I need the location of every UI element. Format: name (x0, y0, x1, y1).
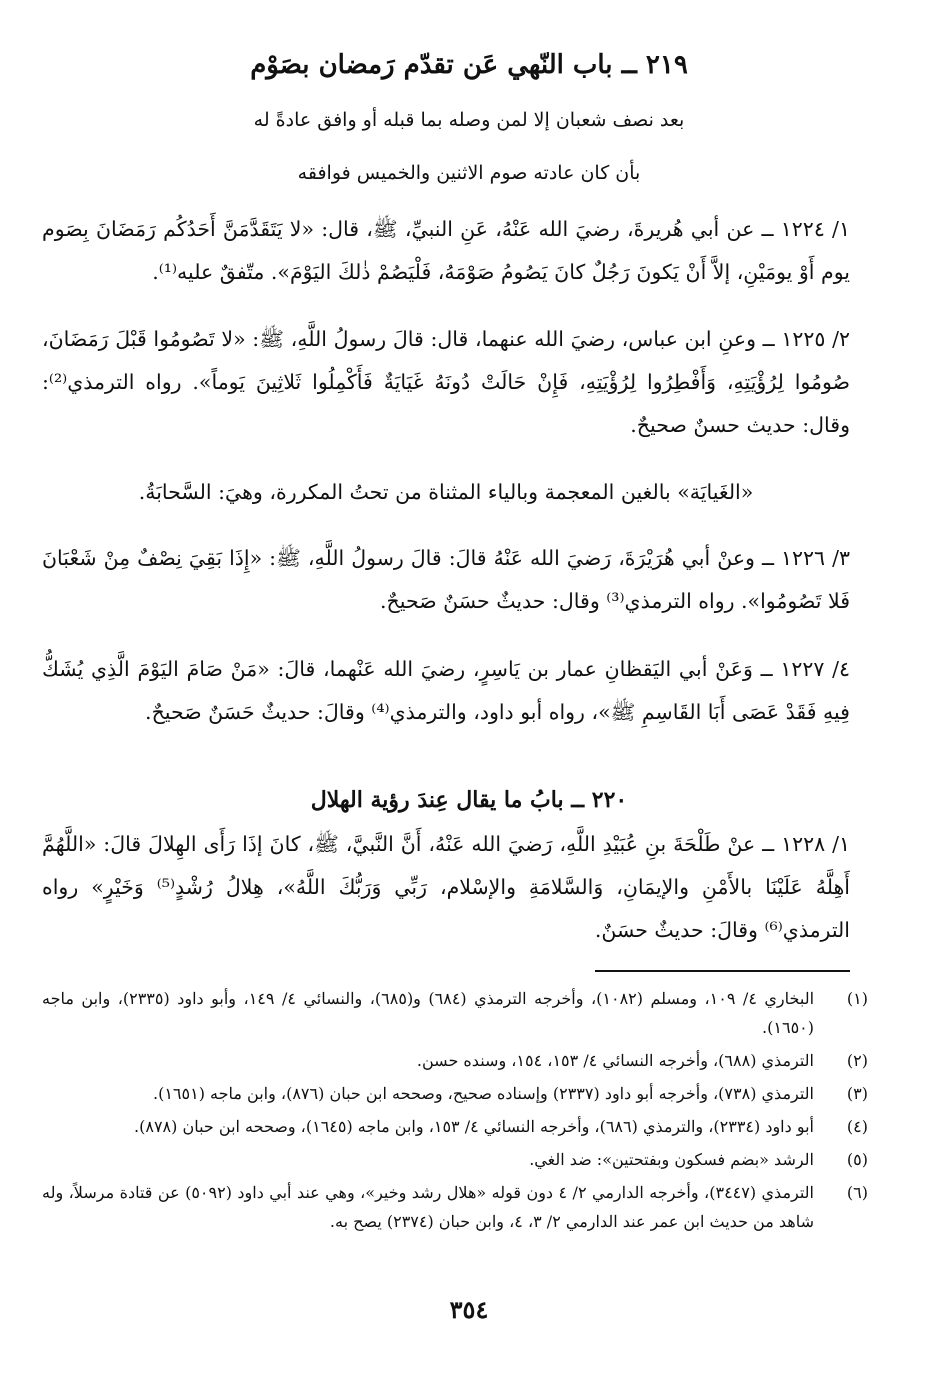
footnote-text: أبو داود (٢٣٣٤)، والترمذي (٦٨٦)، وأخرجه النسائي ٤/ ١٥٣، وابن ماجه (١٦٤٥)، وصححه ابن حبان (٨٧٨). (134, 1117, 814, 1136)
chapter-220-title: ٢٢٠ ــ بابُ ما يقال عِندَ رؤية الهلال (310, 787, 628, 813)
page-number: ٣٥٤ (449, 1295, 489, 1324)
footnote-1 (42, 984, 868, 1042)
hadith-1224: ١/ ١٢٢٤ ــ عن أبي هُريرةَ، رضيَ الله عَنْهُ، عَنِ النبيِّ، ﷺ، قال: «لا يَتَقَدَّمَنَّ أَحَدُكُم رَمَضَانَ بِصَوم يوم أَوْ يومَيْنِ، إلاَّ أَنْ يَكونَ رَجُلٌ كانَ يَصُومُ صَوْمَهُ، فَلْيَصُمْ ذٰلكَ اليَوْمَ». متّفقٌ عليه⁽¹⁾. (42, 217, 850, 284)
chapter-219-subtitle-2: بأن كان عادته صوم الاثنين والخميس فوافقه (297, 162, 641, 184)
footnotes (42, 984, 868, 1240)
hadith-1225: ٢/ ١٢٢٥ ــ وعنِ ابن عباس، رضيَ الله عنهما، قال: قالَ رسولُ اللَّهِ، ﷺ: «لا تَصُومُوا قَبْلَ رَمَضَانَ، صُومُوا لِرُؤْيَتِهِ، وَأَفْطِرُوا لِرُؤْيَتِهِ، فَإِنْ حَالَتْ دُونَهُ غَيَايَةٌ فَأَكْمِلُوا ثَلاثِينَ يَوماً». رواه الترمذي⁽²⁾: وقال: حديث حسنٌ صحيحٌ. (42, 327, 850, 437)
footnote-text: الرشد «بضم فسكون وبفتحتين»: ضد الغي. (529, 1150, 814, 1169)
footnote-number: (٥) (846, 1150, 868, 1169)
footnote-3 (42, 1079, 868, 1108)
footnote-5 (42, 1145, 868, 1174)
hadith-1227: ٤/ ١٢٢٧ ــ وَعَنْ أبي اليَقظانِ عمار بن يَاسِرٍ، رضيَ الله عَنْهما، قالَ: «مَنْ صَامَ اليَوْمَ الَّذِي يُشَكُّ فِيهِ فَقَدْ عَصَى أَبَا القَاسِمِ ﷺ»، رواه أبو داود، والترمذي⁽⁴⁾ وقالَ: حديثٌ حَسَنٌ صَحيحٌ. (42, 657, 850, 724)
footnote-text: الترمذي (٧٣٨)، وأخرجه أبو داود (٢٣٣٧) وإسناده صحيح، وصححه ابن حبان (٨٧٦)، وابن ماجه (١٦٥١). (153, 1084, 814, 1103)
footnote-number: (١) (846, 989, 868, 1008)
chapter-219-title: ٢١٩ ــ باب النّهي عَن تقدّم رَمضان بصَوْم (250, 50, 688, 80)
footnote-4 (42, 1112, 868, 1141)
footnote-divider (595, 970, 850, 972)
footnote-text: الترمذي (٦٨٨)، وأخرجه النسائي ٤/ ١٥٣، ١٥٤، وسنده حسن. (416, 1051, 814, 1070)
footnote-text: الترمذي (٣٤٤٧)، وأخرجه الدارمي ٢/ ٤ دون قوله «هلال رشد وخير»، وهي عند أبي داود (٥٠٩٢) عن قتادة مرسلاً، وله شاهد من حديث ابن عمر عند الدارمي ٢/ ٣، ٤، وابن حبان (٢٣٧٤) يصح به. (42, 1183, 815, 1231)
gloss-1225: «الغَيايَة» بالغين المعجمة وبالياء المثناة من تحتُ المكررة، وهيَ: السَّحابَةُ. (138, 480, 754, 504)
hadith-1228: ١/ ١٢٢٨ ــ عنْ طَلْحَةَ بنِ عُبَيْدِ اللَّهِ، رَضيَ الله عَنْهُ، أَنَّ النَّبيَّ، ﷺ، كانَ إذَا رَأَى الهِلالَ قالَ: «اللَّهُمَّ أَهِلَّهُ عَلَيْنَا بالأَمْنِ والإيمَانِ، وَالسَّلامَةِ والإسْلام، رَبِّي وَرَبُّكَ اللَّهُ»، هِلالُ رُشْدٍ⁽⁵⁾ وَخَيْرٍ» رواه الترمذي⁽⁶⁾ وقالَ: حديثٌ حسَنٌ. (42, 832, 850, 942)
footnote-number: (٢) (846, 1051, 868, 1070)
footnote-6 (42, 1178, 868, 1236)
footnote-text: البخاري ٤/ ١٠٩، ومسلم (١٠٨٢)، وأخرجه الترمذي (٦٨٤) و(٦٨٥)، والنسائي ٤/ ١٤٩، وأبو داود (٢٣٣٥)، وابن ماجه (١٦٥٠). (42, 989, 815, 1037)
footnote-number: (٣) (846, 1084, 868, 1103)
hadith-1226: ٣/ ١٢٢٦ ــ وعنْ أبي هُرَيْرَةَ، رَضيَ الله عَنْهُ قالَ: قالَ رسولُ اللَّهِ، ﷺ: «إِذَا بَقِيَ نِصْفٌ مِنْ شَعْبَانَ فَلا تَصُومُوا». رواه الترمذي⁽³⁾ وقال: حديثٌ حسَنٌ صَحيحٌ. (42, 546, 850, 613)
footnote-number: (٤) (846, 1117, 868, 1136)
chapter-219-subtitle-1: بعد نصف شعبان إلا لمن وصله بما قبله أو وافق عادةً له (253, 109, 685, 131)
footnote-2 (42, 1046, 868, 1075)
footnote-number: (٦) (846, 1183, 868, 1202)
